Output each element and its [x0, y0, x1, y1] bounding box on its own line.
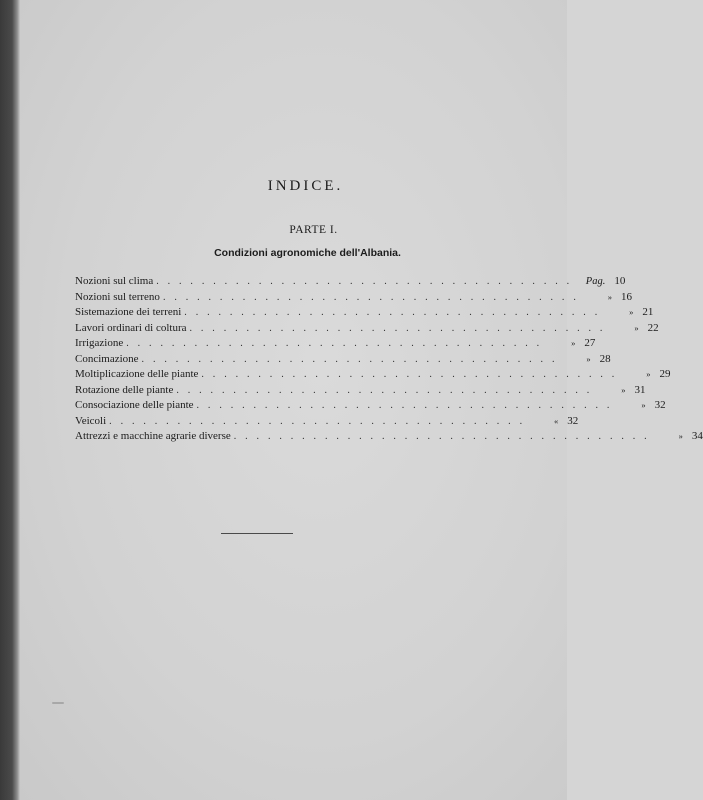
toc-entry[interactable] [75, 414, 579, 430]
toc-entry[interactable] [75, 336, 596, 352]
toc-entry-page-prefix: » [634, 322, 639, 333]
table-of-contents [75, 274, 703, 445]
index-heading: INDICE. [267, 178, 344, 194]
toc-entry-title: Attrezzi e macchine agrarie diverse [75, 430, 231, 442]
toc-entry-page: 32 [567, 414, 579, 427]
toc-entry-title: Sistemazione dei terreni [75, 306, 182, 318]
toc-entry-page-prefix: » [678, 431, 683, 441]
toc-entry[interactable] [75, 321, 659, 337]
book-binding-edge [0, 0, 20, 800]
toc-entry[interactable] [75, 429, 703, 445]
toc-entry[interactable] [75, 305, 654, 321]
toc-entry-page-prefix: » [571, 338, 576, 348]
toc-entry-page: 34 [691, 430, 703, 442]
toc-entry[interactable] [75, 367, 671, 383]
toc-entry-page-prefix: » [646, 369, 651, 379]
toc-entry[interactable] [75, 274, 626, 290]
toc-entry-title: Nozioni sul clima [75, 275, 154, 287]
dot-leader: . . . . . . . . . . . . . . . . . . . . . . . . . . . . . . . . . . . . . [162, 291, 580, 303]
toc-entry-page: 31 [634, 383, 646, 396]
toc-entry[interactable] [75, 383, 646, 399]
dot-leader: . . . . . . . . . . . . . . . . . . . . . . . . . . . . . . . . . . . . . [141, 353, 558, 365]
toc-entry-page-prefix: Pag. [585, 276, 606, 287]
part-heading: PARTE I. [289, 224, 338, 236]
toc-entry-title: Veicoli [75, 414, 107, 427]
toc-entry-title: Consociazione delle piante [75, 399, 194, 411]
toc-entry-title: Nozioni sul terreno [75, 290, 160, 303]
toc-entry-page-prefix: » [607, 291, 613, 302]
toc-entry-page-prefix: » [629, 307, 634, 317]
part-subtitle: Condizioni agronomiche dell'Albania. [214, 247, 401, 259]
toc-entry-page: 16 [621, 290, 633, 303]
toc-entry-page: 27 [584, 337, 596, 349]
toc-entry-title: Lavori ordinari di coltura [75, 321, 187, 334]
dot-leader: . . . . . . . . . . . . . . . . . . . . . . . . . . . . . . . . . . . . . [156, 276, 573, 287]
dot-leader: . . . . . . . . . . . . . . . . . . . . . . . . . . . . . . . . . . . . . [176, 384, 593, 396]
dot-leader: . . . . . . . . . . . . . . . . . . . . . . . . . . . . . . . . . . . . . [196, 400, 613, 411]
toc-entry-page-prefix: « [554, 415, 559, 426]
dot-leader: . . . . . . . . . . . . . . . . . . . . . . . . . . . . . . . . . . . . . [126, 338, 543, 349]
toc-entry[interactable] [75, 398, 666, 414]
toc-entry-title: Moltiplicazione delle piante [75, 368, 199, 380]
toc-entry-title: Irrigazione [75, 337, 124, 349]
toc-entry-title: Rotazione delle piante [75, 383, 174, 396]
toc-entry-page: 21 [642, 306, 654, 318]
toc-entry[interactable] [75, 352, 611, 368]
toc-entry[interactable] [75, 290, 633, 306]
dot-leader: . . . . . . . . . . . . . . . . . . . . . . . . . . . . . . . . . . . . . [201, 369, 618, 380]
book-page [20, 0, 703, 800]
closing-rule [221, 533, 293, 534]
dot-leader: . . . . . . . . . . . . . . . . . . . . . . . . . . . . . . . . . . . . . [184, 307, 601, 318]
dot-leader: . . . . . . . . . . . . . . . . . . . . . . . . . . . . . . . . . . . . . [109, 415, 526, 427]
toc-entry-page-prefix: » [621, 384, 626, 395]
paper-mark [52, 702, 64, 704]
toc-entry-page: 10 [614, 275, 626, 287]
toc-entry-title: Concimazione [75, 352, 139, 365]
toc-entry-page: 32 [654, 399, 666, 411]
toc-entry-page: 22 [647, 321, 659, 334]
dot-leader: . . . . . . . . . . . . . . . . . . . . . . . . . . . . . . . . . . . . . [233, 431, 650, 442]
toc-entry-page: 28 [599, 352, 611, 365]
toc-entry-page-prefix: » [586, 353, 591, 364]
toc-entry-page-prefix: » [641, 400, 646, 410]
dot-leader: . . . . . . . . . . . . . . . . . . . . . . . . . . . . . . . . . . . . . [189, 322, 606, 334]
toc-entry-page: 29 [659, 368, 671, 380]
